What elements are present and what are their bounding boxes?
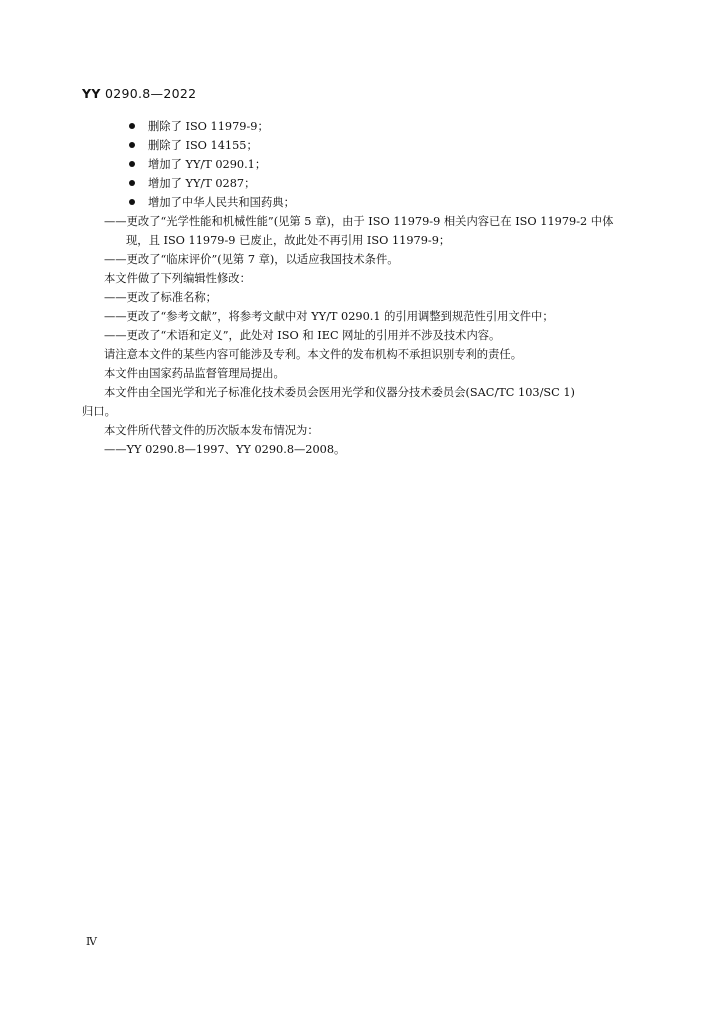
list-item-text: 删除了 ISO 14155； (148, 139, 258, 152)
list-item (82, 155, 642, 174)
change-optical-item (82, 212, 642, 250)
change-optical-line-1: ——更改了“光学性能和机械性能”(见第 5 章)，由于 ISO 11979-9 相关内容已在 ISO 11979-2 中体 (104, 215, 614, 228)
list-item-text: 增加了中华人民共和国药典； (148, 196, 295, 209)
list-item (82, 193, 642, 212)
committee-note (82, 383, 642, 421)
list-item (82, 174, 642, 193)
document-body (82, 117, 642, 459)
document-header (82, 86, 196, 101)
proposer-note: 本文件由国家药品监督管理局提出。 (104, 367, 285, 380)
bullet-dot-icon (129, 199, 135, 205)
list-item-text: 删除了 ISO 11979-9； (148, 120, 269, 133)
patent-note: 请注意本文件的某些内容可能涉及专利。本文件的发布机构不承担识别专利的责任。 (104, 348, 522, 361)
history-item: ——YY 0290.8—1997、YY 0290.8—2008。 (104, 443, 346, 456)
editorial-item: ——更改了标准名称； (104, 291, 217, 304)
history-intro: 本文件所代替文件的历次版本发布情况为： (104, 424, 319, 437)
page-number: Ⅳ (86, 935, 97, 948)
list-item (82, 117, 642, 136)
committee-line-2: 归口。 (82, 405, 116, 418)
editorial-item: ——更改了“术语和定义”，此处对 ISO 和 IEC 网址的引用并不涉及技术内容。 (104, 329, 501, 342)
change-clinical-item: ——更改了“临床评价”(见第 7 章)，以适应我国技术条件。 (104, 253, 399, 266)
bullet-dot-icon (129, 123, 135, 129)
standard-number: 0290.8—2022 (104, 86, 197, 101)
bullet-list (82, 117, 642, 212)
bullet-dot-icon (129, 161, 135, 167)
committee-line-1: 本文件由全国光学和光子标准化技术委员会医用光学和仪器分技术委员会(SAC/TC 103/SC 1) (104, 386, 575, 399)
list-item-text: 增加了 YY/T 0287； (148, 177, 256, 190)
bullet-dot-icon (129, 142, 135, 148)
list-item (82, 136, 642, 155)
standard-code: YY (82, 86, 101, 101)
bullet-dot-icon (129, 180, 135, 186)
list-item-text: 增加了 YY/T 0290.1； (148, 158, 267, 171)
editorial-intro: 本文件做了下列编辑性修改： (104, 272, 251, 285)
editorial-item: ——更改了“参考文献”，将参考文献中对 YY/T 0290.1 的引用调整到规范性引用文件中； (104, 310, 554, 323)
change-optical-line-2: 现，且 ISO 11979-9 已废止，故此处不再引用 ISO 11979-9； (126, 234, 451, 247)
